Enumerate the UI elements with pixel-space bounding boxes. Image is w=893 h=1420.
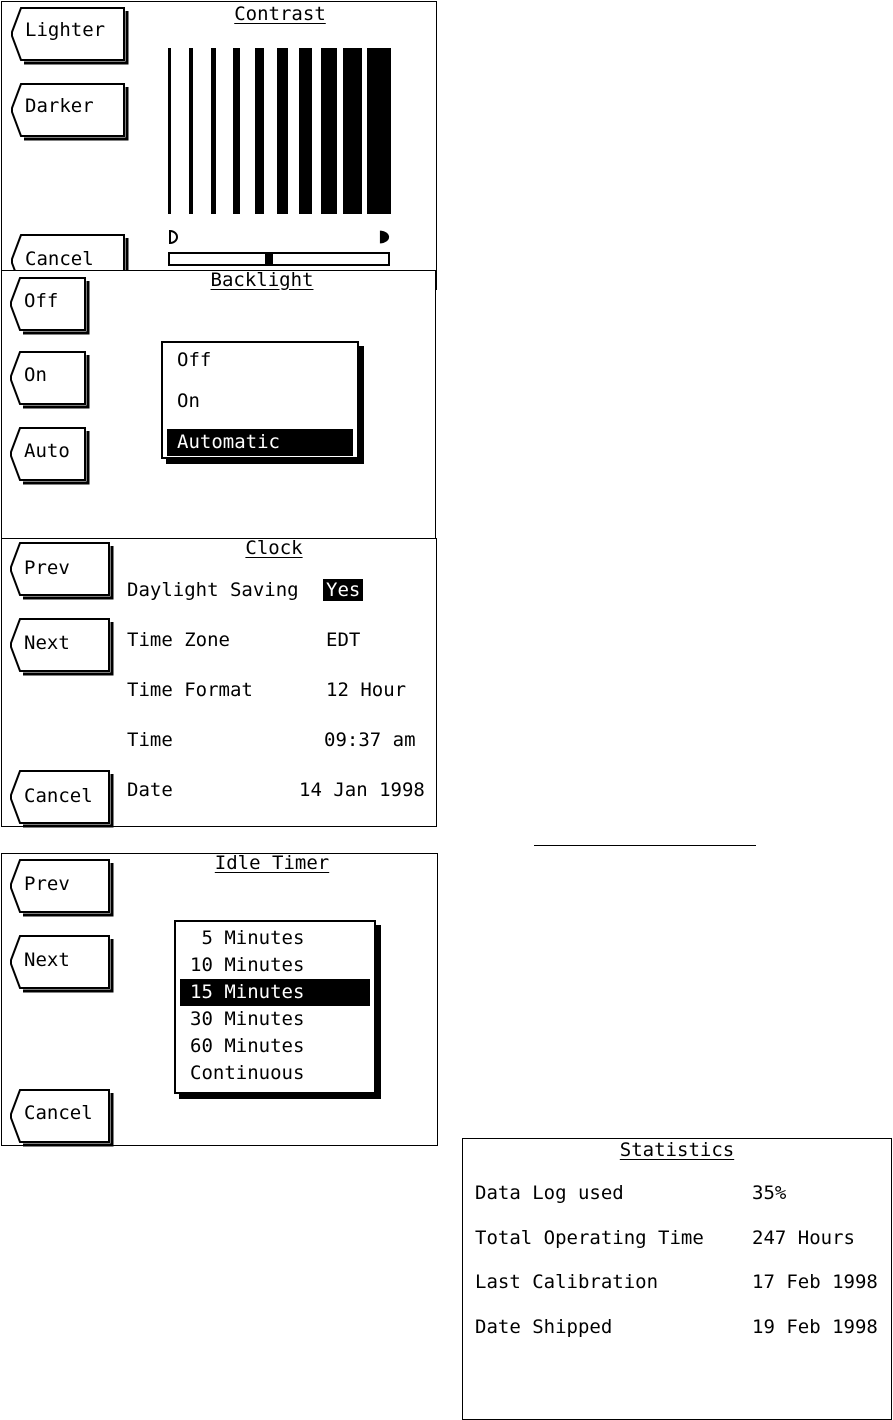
contrast-bar [277, 48, 288, 214]
contrast-bar [299, 48, 312, 214]
time-label: Time [127, 729, 173, 751]
next-button[interactable] [5, 617, 111, 673]
cancel-label: Cancel [24, 1102, 93, 1124]
backlight-title: Backlight [210, 269, 314, 291]
date-shipped-value: 19 Feb 1998 [752, 1316, 878, 1338]
dark-moon-icon [379, 230, 390, 244]
lighter-button[interactable] [6, 6, 126, 62]
idle-option-selected[interactable]: 15 Minutes [180, 979, 370, 1006]
prev-button[interactable] [5, 541, 111, 597]
backlight-panel [1, 270, 436, 540]
data-log-used-label: Data Log used [475, 1182, 624, 1204]
total-operating-time-label: Total Operating Time [475, 1227, 704, 1249]
idle-option[interactable]: 30 Minutes [190, 1008, 305, 1030]
auto-button[interactable] [5, 426, 87, 482]
contrast-bar [211, 48, 216, 214]
backlight-option[interactable]: Off [177, 349, 212, 371]
time-format-label: Time Format [127, 679, 253, 701]
contrast-bar [233, 48, 240, 214]
prev-label: Prev [24, 873, 70, 895]
darker-button[interactable] [6, 82, 126, 138]
backlight-option[interactable]: On [177, 390, 200, 412]
backlight-option-selected[interactable]: Automatic [167, 429, 353, 456]
total-operating-time-value: 247 Hours [752, 1227, 855, 1249]
data-log-used-value: 35% [752, 1182, 787, 1204]
auto-label: Auto [24, 440, 70, 462]
idle-option[interactable]: Continuous [190, 1062, 305, 1084]
last-calibration-label: Last Calibration [475, 1271, 659, 1293]
daylight-saving-value[interactable]: Yes [323, 579, 363, 601]
daylight-saving-label: Daylight Saving [127, 579, 299, 601]
contrast-slider-knob[interactable] [265, 252, 273, 266]
contrast-bar [367, 48, 391, 214]
idle-option[interactable]: 60 Minutes [190, 1035, 305, 1057]
cancel-label: Cancel [25, 248, 94, 270]
off-label: Off [24, 290, 59, 312]
time-zone-value[interactable]: EDT [326, 629, 361, 651]
next-label: Next [24, 632, 70, 654]
cancel-button[interactable] [5, 1088, 111, 1144]
lighter-label: Lighter [25, 19, 106, 41]
backlight-options-list [161, 341, 359, 459]
on-button[interactable] [5, 350, 87, 406]
statistics-panel [462, 1138, 892, 1420]
date-value[interactable]: 14 Jan 1998 [299, 779, 425, 801]
idle-option[interactable]: 10 Minutes [190, 954, 305, 976]
on-label: On [24, 364, 47, 386]
divider-line [534, 845, 756, 846]
contrast-bar [189, 48, 193, 214]
prev-label: Prev [24, 557, 70, 579]
light-moon-icon [168, 230, 179, 244]
clock-title: Clock [245, 537, 303, 559]
contrast-panel [1, 1, 437, 290]
off-button[interactable] [5, 276, 87, 332]
contrast-title: Contrast [234, 3, 326, 25]
idle-timer-options-list [174, 920, 376, 1094]
idle-timer-panel [1, 853, 438, 1146]
time-value[interactable]: 09:37 am [324, 729, 416, 751]
contrast-slider[interactable] [168, 252, 390, 266]
prev-button[interactable] [5, 858, 111, 914]
time-format-value[interactable]: 12 Hour [326, 679, 407, 701]
idle-timer-title: Idle Timer [214, 852, 330, 874]
date-shipped-label: Date Shipped [475, 1316, 613, 1338]
darker-label: Darker [25, 95, 94, 117]
statistics-title: Statistics [619, 1139, 735, 1161]
contrast-bar [255, 48, 264, 214]
last-calibration-value: 17 Feb 1998 [752, 1271, 878, 1293]
contrast-bar [168, 48, 171, 214]
date-label: Date [127, 779, 173, 801]
cancel-label: Cancel [24, 785, 93, 807]
contrast-bar [343, 48, 362, 214]
clock-panel [1, 538, 437, 827]
next-label: Next [24, 949, 70, 971]
idle-option[interactable]: 5 Minutes [190, 927, 305, 949]
contrast-bar [321, 48, 337, 214]
cancel-button[interactable] [5, 769, 111, 825]
next-button[interactable] [5, 934, 111, 990]
time-zone-label: Time Zone [127, 629, 230, 651]
